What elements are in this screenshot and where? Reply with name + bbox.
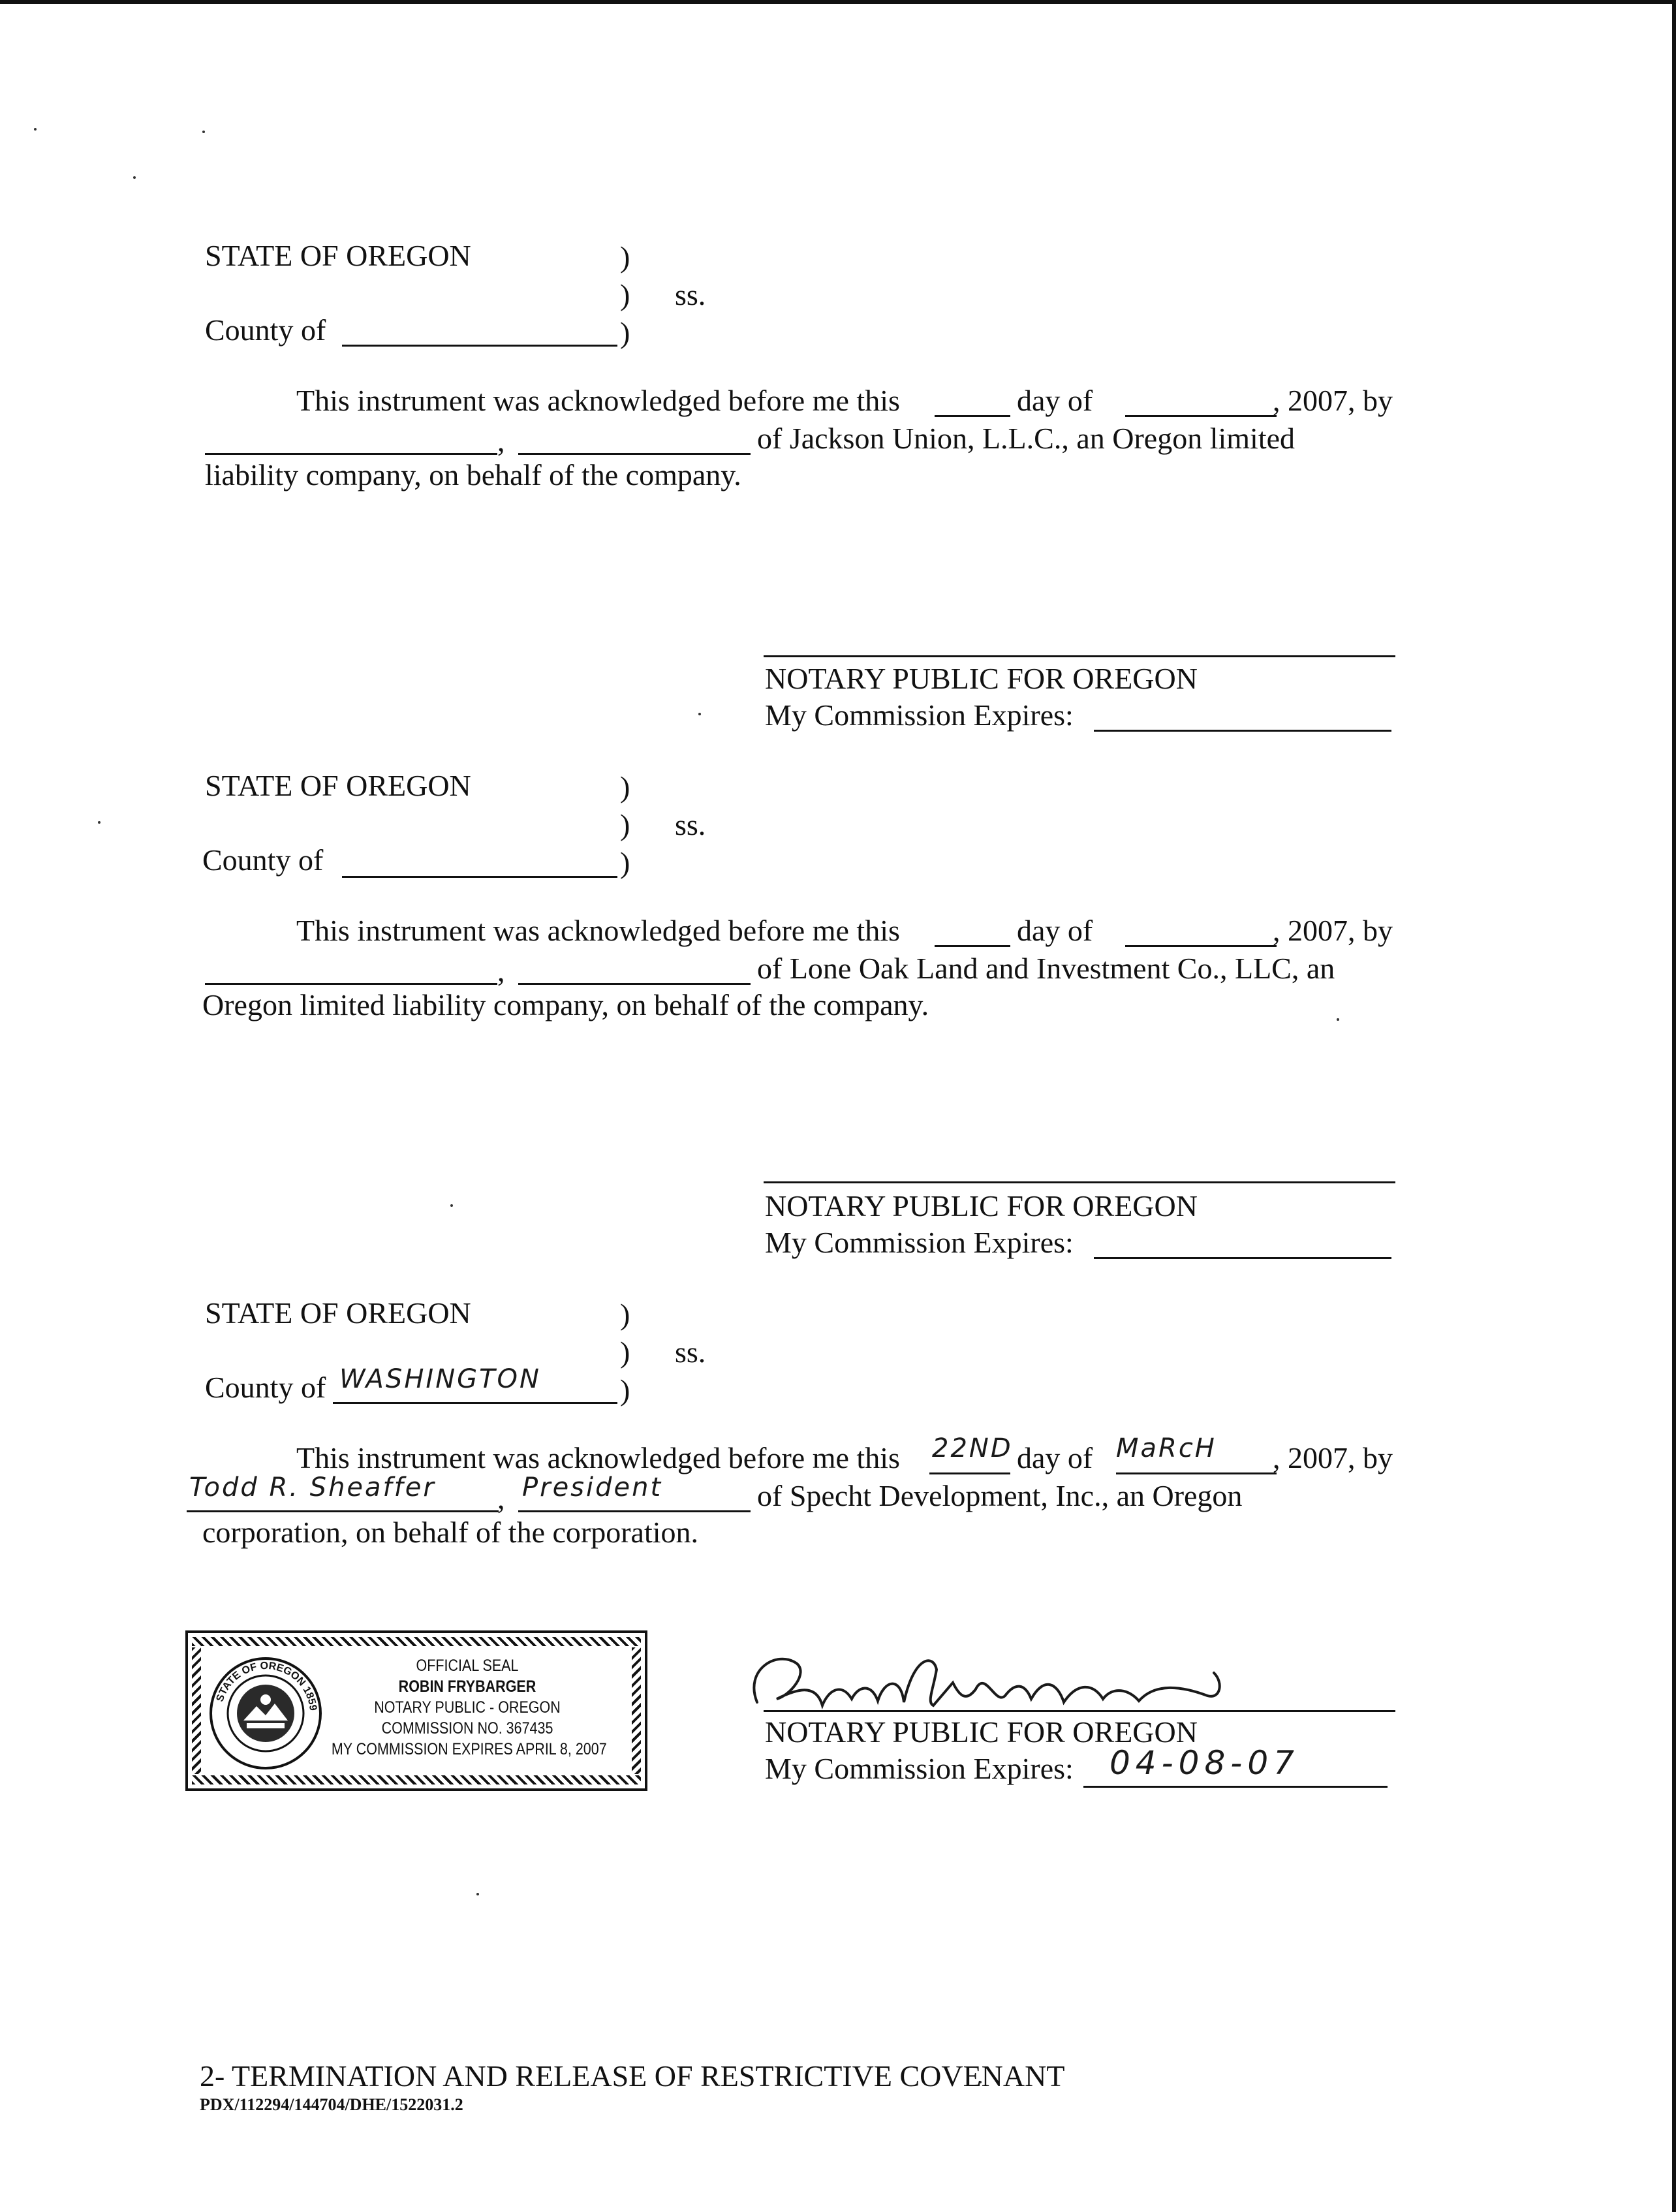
notary-title: NOTARY PUBLIC FOR OREGON [765, 662, 1198, 695]
day-blank [935, 415, 1010, 417]
ack-text-3: , 2007, by [1273, 1441, 1393, 1474]
bracket-paren: ) [620, 846, 630, 879]
signer-name-blank [205, 983, 497, 985]
day-blank [929, 1472, 1010, 1474]
comma: , [497, 1482, 505, 1515]
ss-label: ss. [675, 1335, 706, 1369]
ss-label: ss. [675, 808, 706, 841]
bracket-paren: ) [620, 1298, 630, 1331]
entity-line-2: corporation, on behalf of the corporation. [202, 1516, 699, 1549]
commission-blank [1083, 1786, 1388, 1788]
comma: , [497, 954, 505, 988]
bracket-paren: ) [620, 770, 630, 803]
entity-line: of Lone Oak Land and Investment Co., LLC, an [757, 952, 1335, 985]
seal-border [632, 1647, 641, 1774]
ack-text-2: day of [1017, 914, 1093, 947]
ack-text-2: day of [1017, 384, 1093, 417]
notary-signature-line [764, 655, 1395, 657]
bracket-paren: ) [620, 316, 630, 349]
bracket-paren: ) [620, 1373, 630, 1407]
seal-line: MY COMMISSION EXPIRES APRIL 8, 2007 [331, 1740, 607, 1758]
month-blank [1125, 945, 1277, 947]
commission-label: My Commission Expires: [765, 1226, 1074, 1259]
scan-edge-top [0, 0, 1676, 4]
seal-line: NOTARY PUBLIC - OREGON [374, 1698, 561, 1717]
notary-signature-line [764, 1181, 1395, 1183]
ack-text-1: This instrument was acknowledged before me this [296, 1441, 900, 1474]
day-value: 22ND [932, 1433, 1013, 1463]
ack-text-3: , 2007, by [1273, 914, 1393, 947]
comma: , [497, 424, 505, 458]
state-label: STATE OF OREGON [205, 1296, 471, 1330]
scan-speck [476, 1893, 479, 1895]
month-blank [1125, 415, 1277, 417]
seal-border [192, 1647, 201, 1774]
signer-name: Todd R. Sheaffer [189, 1472, 436, 1503]
footer-document-code: PDX/112294/144704/DHE/1522031.2 [200, 2095, 463, 2114]
scan-edge-right [1672, 0, 1676, 2212]
seal-border [192, 1775, 641, 1784]
scan-speck [133, 176, 136, 179]
state-label: STATE OF OREGON [205, 239, 471, 272]
month-value: MaRcH [1116, 1433, 1217, 1463]
ack-text-1: This instrument was acknowledged before me this [296, 914, 900, 947]
ack-text-1: This instrument was acknowledged before me this [296, 384, 900, 417]
seal-line: OFFICIAL SEAL [416, 1657, 519, 1675]
county-label: County of [205, 1371, 326, 1404]
signer-title: President [522, 1472, 663, 1503]
scan-speck [698, 713, 701, 715]
state-label: STATE OF OREGON [205, 769, 471, 802]
scan-speck [98, 821, 101, 824]
commission-blank [1094, 730, 1391, 732]
scan-speck [450, 1204, 453, 1207]
seal-line: ROBIN FRYBARGER [398, 1677, 536, 1696]
signer-name-blank [187, 1510, 499, 1512]
notary-signature-line [764, 1710, 1395, 1712]
ack-text-2: day of [1017, 1441, 1093, 1474]
county-label: County of [202, 843, 324, 877]
seal-line: COMMISSION NO. 367435 [381, 1719, 553, 1737]
bracket-paren: ) [620, 808, 630, 841]
signer-title-blank [518, 1510, 751, 1512]
county-value: WASHINGTON [339, 1364, 541, 1394]
commission-label: My Commission Expires: [765, 698, 1074, 732]
month-blank [1116, 1472, 1277, 1474]
scan-speck [202, 131, 205, 133]
signer-title-blank [518, 983, 751, 985]
commission-label: My Commission Expires: [765, 1752, 1074, 1785]
county-label: County of [205, 313, 326, 347]
entity-line-2: Oregon limited liability company, on behalf of the company. [202, 988, 929, 1021]
official-seal-stamp [185, 1630, 647, 1791]
signer-title-blank [518, 453, 751, 455]
signer-name-blank [205, 453, 497, 455]
seal-emblem-text: STATE OF OREGON 1859 [214, 1660, 318, 1711]
entity-line: of Specht Development, Inc., an Oregon [757, 1479, 1243, 1512]
notary-title: NOTARY PUBLIC FOR OREGON [765, 1715, 1198, 1749]
entity-line-2: liability company, on behalf of the company. [205, 458, 741, 491]
seal-border [192, 1637, 641, 1646]
bracket-paren: ) [620, 240, 630, 273]
state-seal-emblem-icon [208, 1655, 324, 1771]
county-blank [342, 345, 617, 347]
day-blank [935, 945, 1010, 947]
notary-title: NOTARY PUBLIC FOR OREGON [765, 1189, 1198, 1223]
commission-value: 04-08-07 [1110, 1744, 1299, 1782]
ss-label: ss. [675, 278, 706, 311]
county-blank [333, 1402, 617, 1404]
bracket-paren: ) [620, 278, 630, 311]
commission-blank [1094, 1257, 1391, 1259]
scan-speck [1337, 1018, 1339, 1021]
seal-text [331, 1655, 607, 1760]
scan-speck [34, 128, 37, 131]
county-blank [342, 876, 617, 878]
bracket-paren: ) [620, 1335, 630, 1369]
footer-title: 2- TERMINATION AND RELEASE OF RESTRICTIVE COVENANT [200, 2059, 1065, 2093]
ack-text-3: , 2007, by [1273, 384, 1393, 417]
entity-line: of Jackson Union, L.L.C., an Oregon limited [757, 422, 1296, 455]
